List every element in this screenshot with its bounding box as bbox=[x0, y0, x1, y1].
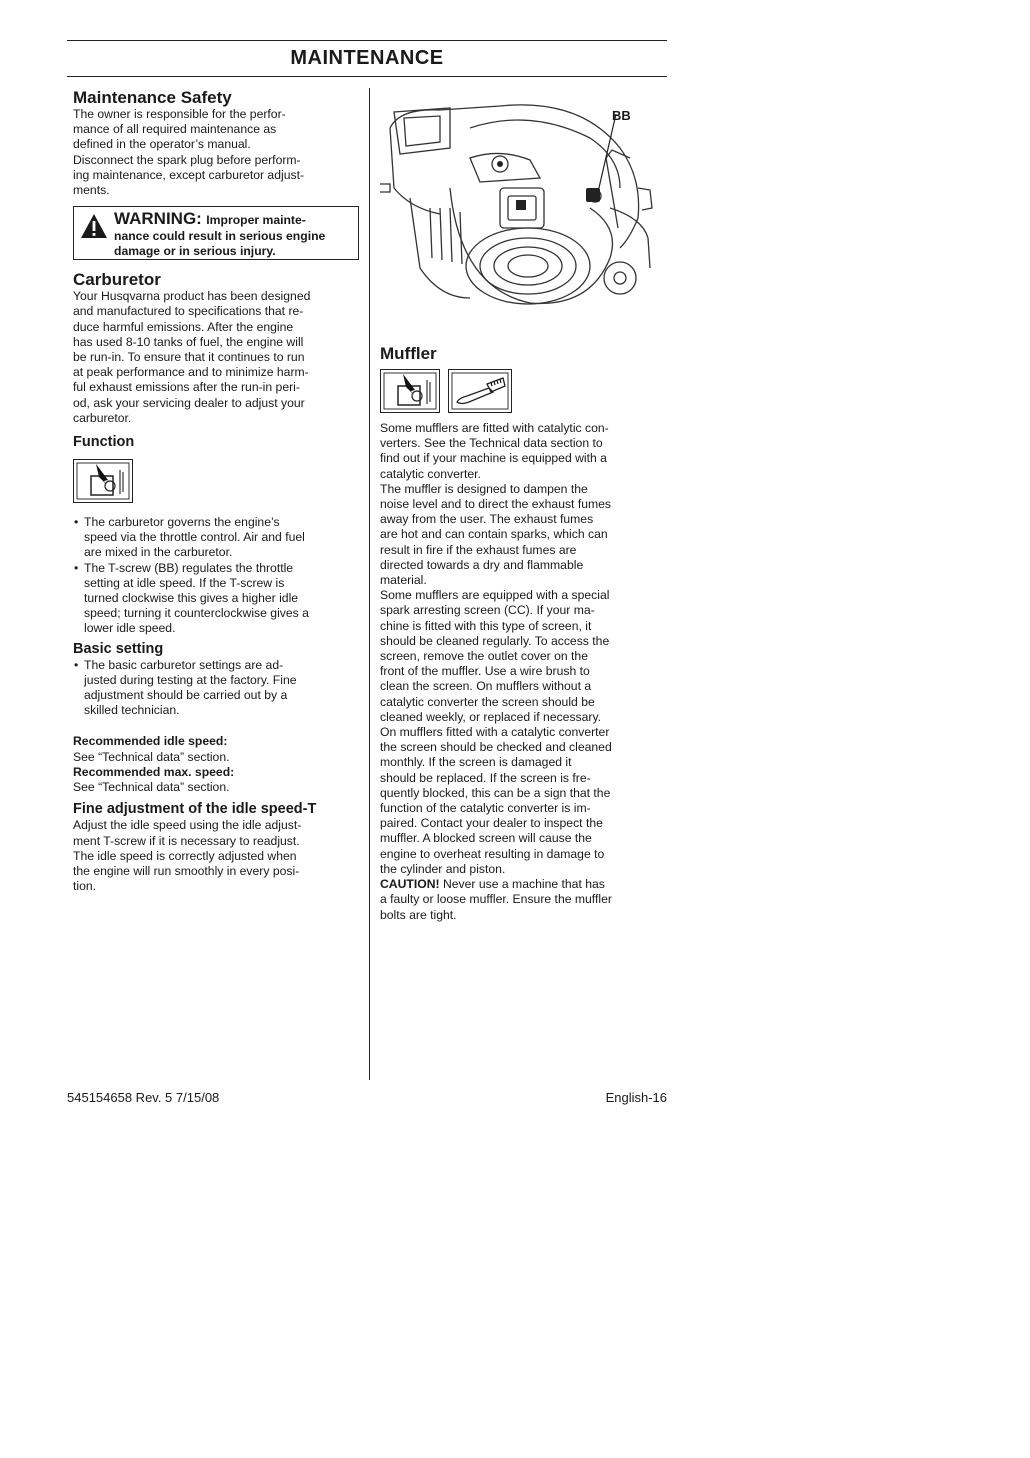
text-line: cleaned weekly, or replaced if necessary. bbox=[380, 709, 602, 724]
text-line: quently blocked, this can be a sign that the bbox=[380, 785, 611, 800]
text-line: turned clockwise this gives a higher idle bbox=[84, 591, 299, 606]
max-speed-label: Recommended max. speed: bbox=[73, 764, 235, 779]
text-line: the cylinder and piston. bbox=[380, 861, 506, 876]
muffler-heading: Muffler bbox=[380, 344, 437, 363]
right-column bbox=[380, 88, 658, 923]
carburetor-adjust-icon bbox=[380, 369, 440, 413]
text-line: ing maintenance, except carburetor adjust- bbox=[73, 167, 305, 182]
text-line: catalytic converter the screen should be bbox=[380, 694, 595, 709]
text-line: has used 8-10 tanks of fuel, the engine will bbox=[73, 334, 304, 349]
function-list bbox=[73, 515, 359, 637]
function-heading: Function bbox=[73, 434, 135, 451]
text-line: speed; turning it counterclockwise gives a bbox=[84, 606, 309, 621]
text-line: at peak performance and to minimize harm- bbox=[73, 365, 309, 380]
carburetor-heading: Carburetor bbox=[73, 270, 161, 290]
text-line: the screen should be checked and cleaned bbox=[380, 740, 612, 755]
footer-part-number: 545154658 Rev. 5 7/15/08 bbox=[67, 1090, 220, 1105]
left-column bbox=[73, 88, 359, 894]
fine-adjustment-text bbox=[73, 818, 359, 894]
text-line: carburetor. bbox=[73, 410, 132, 425]
text-line: The owner is responsible for the perfor- bbox=[73, 107, 286, 121]
idle-speed-label: Recommended idle speed: bbox=[73, 734, 228, 749]
text-line: ments. bbox=[73, 183, 110, 198]
text-line: function of the catalytic converter is im- bbox=[380, 801, 591, 816]
text-line: and manufactured to specifications that re- bbox=[73, 304, 304, 319]
text-line: The carburetor governs the engine’s bbox=[84, 515, 280, 530]
text-line: noise level and to direct the exhaust fumes bbox=[380, 497, 612, 512]
carburetor-adjust-icon bbox=[73, 459, 133, 503]
list-item bbox=[73, 658, 359, 719]
max-speed-text: See “Technical data” section. bbox=[73, 780, 230, 795]
text-line: The T-screw (BB) regulates the throttle bbox=[84, 560, 294, 575]
text-line: paired. Contact your dealer to inspect the bbox=[380, 816, 603, 831]
maintenance-safety-text bbox=[73, 107, 359, 198]
text-line: should be replaced. If the screen is fre- bbox=[380, 770, 591, 785]
text-line: catalytic converter. bbox=[380, 466, 481, 481]
text-line: The muffler is designed to dampen the bbox=[380, 481, 588, 496]
caution-label: CAUTION! bbox=[380, 877, 440, 892]
text-line: front of the muffler. Use a wire brush to bbox=[380, 664, 590, 679]
header-rule-top bbox=[67, 40, 667, 41]
engine-drawing bbox=[380, 88, 658, 338]
warning-text-2: nance could result in serious engine bbox=[114, 229, 326, 244]
text-line: defined in the operator’s manual. bbox=[73, 137, 251, 152]
text-line: should be cleaned regularly. To access the bbox=[380, 633, 610, 648]
text-line: muffler. A blocked screen will cause the bbox=[380, 831, 592, 846]
engine-illustration bbox=[380, 88, 658, 338]
warning-label: WARNING: bbox=[114, 209, 202, 229]
fine-adjustment-heading: Fine adjustment of the idle speed-T bbox=[73, 801, 317, 818]
text-line: chine is fitted with this type of screen, it bbox=[380, 618, 592, 633]
text-line: verters. See the Technical data section to bbox=[380, 436, 603, 451]
text-line: are mixed in the carburetor. bbox=[84, 545, 233, 560]
basic-setting-heading: Basic setting bbox=[73, 640, 164, 657]
text-line: bolts are tight. bbox=[380, 907, 457, 922]
text-line: The basic carburetor settings are ad- bbox=[84, 657, 284, 672]
wire-brush-icon bbox=[448, 369, 512, 413]
list-item bbox=[73, 515, 359, 561]
text-line: screen, remove the outlet cover on the bbox=[380, 649, 588, 664]
idle-speed-text: See “Technical data” section. bbox=[73, 749, 230, 764]
text-line: material. bbox=[380, 573, 427, 588]
header-rule-bottom bbox=[67, 76, 667, 77]
text-line: setting at idle speed. If the T-screw is bbox=[84, 575, 285, 590]
text-line: Your Husqvarna product has been designed bbox=[73, 289, 311, 304]
maintenance-safety-heading: Maintenance Safety bbox=[73, 88, 232, 107]
footer-page-number: English-16 bbox=[605, 1090, 667, 1105]
warning-text-3: damage or in serious injury. bbox=[114, 244, 276, 259]
column-divider bbox=[369, 88, 370, 1080]
muffler-text bbox=[380, 421, 658, 923]
text-line: tion. bbox=[73, 879, 97, 894]
text-line: find out if your machine is equipped with a bbox=[380, 451, 607, 466]
text-line: monthly. If the screen is damaged it bbox=[380, 755, 572, 770]
text-line: Disconnect the spark plug before perform- bbox=[73, 152, 301, 167]
text-line: od, ask your servicing dealer to adjust your bbox=[73, 395, 305, 410]
text-line: away from the user. The exhaust fumes bbox=[380, 512, 594, 527]
text-line: spark arresting screen (CC). If your ma- bbox=[380, 603, 595, 618]
text-line: justed during testing at the factory. Fine bbox=[84, 672, 297, 687]
warning-text-1: Improper mainte- bbox=[206, 213, 306, 228]
text-line: result in fire if the exhaust fumes are bbox=[380, 542, 577, 557]
text-line: adjustment should be carried out by a bbox=[84, 688, 288, 703]
text-line: a faulty or loose muffler. Ensure the muffler bbox=[380, 892, 612, 907]
text-line: clean the screen. On mufflers without a bbox=[380, 679, 592, 694]
text-line: the engine will run smoothly in every posi- bbox=[73, 863, 300, 878]
text-line: duce harmful emissions. After the engine bbox=[73, 319, 294, 334]
text-line: Some mufflers are equipped with a special bbox=[380, 588, 610, 603]
text-line: ful exhaust emissions after the run-in peri- bbox=[73, 380, 300, 395]
basic-setting-list bbox=[73, 658, 359, 719]
text-line: The idle speed is correctly adjusted when bbox=[73, 848, 297, 863]
text-line: Never use a machine that has bbox=[439, 877, 605, 892]
text-line: lower idle speed. bbox=[84, 621, 176, 636]
list-item bbox=[73, 561, 359, 637]
text-line: be run-in. To ensure that it continues to run bbox=[73, 350, 305, 365]
warning-triangle-icon bbox=[80, 213, 108, 239]
text-line: mance of all required maintenance as bbox=[73, 122, 277, 137]
text-line: engine to overheat resulting in damage to bbox=[380, 846, 605, 861]
muffler-icons bbox=[380, 369, 658, 413]
warning-box bbox=[73, 206, 359, 260]
text-line: speed via the throttle control. Air and fuel bbox=[84, 530, 305, 545]
caution-line bbox=[380, 877, 658, 892]
text-line: Some mufflers are fitted with catalytic con- bbox=[380, 421, 609, 435]
page-title: MAINTENANCE bbox=[290, 47, 444, 69]
text-line: On mufflers fitted with a catalytic converter bbox=[380, 725, 610, 740]
text-line: Adjust the idle speed using the idle adjust- bbox=[73, 818, 302, 833]
text-line: skilled technician. bbox=[84, 703, 180, 718]
text-line: are hot and can contain sparks, which can bbox=[380, 527, 608, 542]
carburetor-text bbox=[73, 289, 359, 426]
figure-label-bb: BB bbox=[612, 108, 631, 123]
text-line: directed towards a dry and flammable bbox=[380, 557, 584, 572]
text-line: ment T-screw if it is necessary to readjust. bbox=[73, 833, 300, 848]
